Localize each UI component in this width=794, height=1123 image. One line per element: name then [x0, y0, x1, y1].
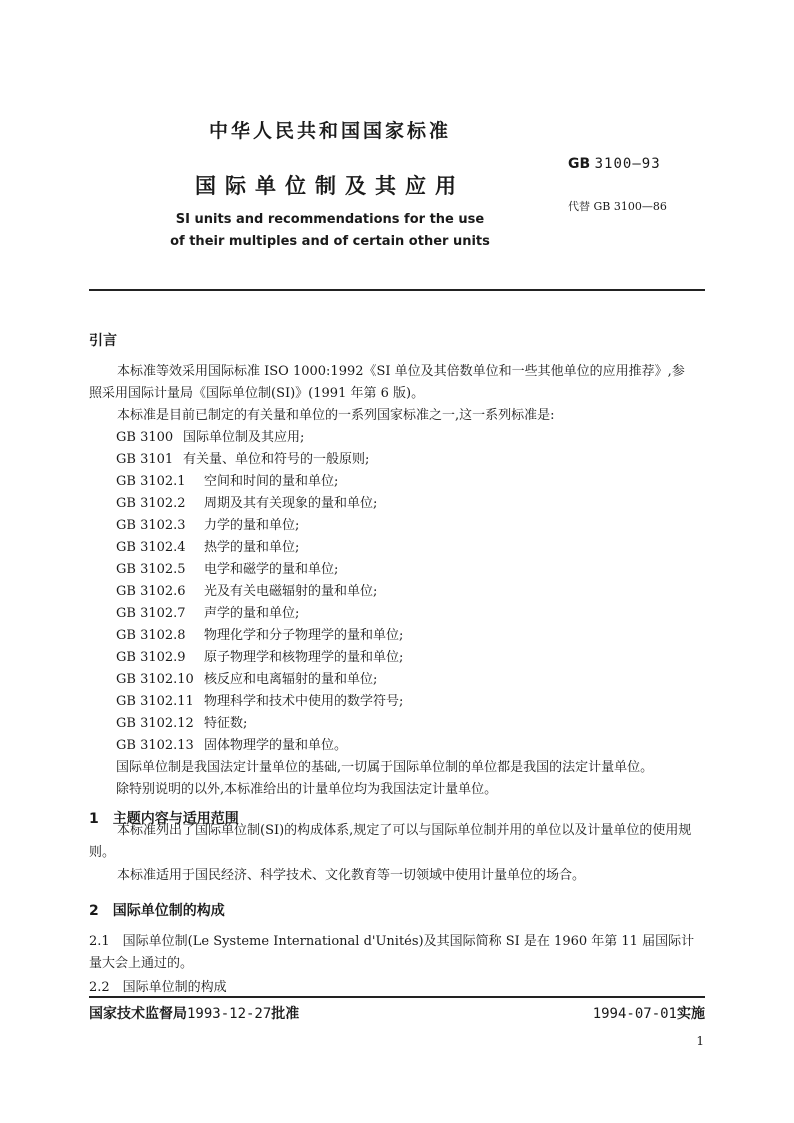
section-2-1-text: 2.1 国际单位制(Le Systeme International d'Unités)及其国际简称 SI 是在 1960 年第 11 届国际计量大会上通过的。	[89, 934, 695, 971]
footer-divider	[89, 996, 705, 998]
list-item	[116, 426, 304, 445]
standard-code: 3100—93	[594, 156, 661, 172]
list-item	[116, 536, 299, 555]
standard-code-cell: GB 3102.12	[116, 716, 194, 731]
standard-code-cell: GB 3102.13	[116, 738, 194, 753]
standard-title-cell: 光及有关电磁辐射的量和单位;	[204, 584, 378, 599]
list-item	[116, 470, 338, 489]
section-2-heading: 2 国际单位制的构成	[89, 903, 225, 919]
list-item	[116, 624, 403, 643]
standard-code-cell: GB 3102.8	[116, 628, 186, 643]
implementation-date: 1994-07-01	[592, 1006, 677, 1022]
standard-title-cell: 核反应和电离辐射的量和单位;	[204, 672, 378, 687]
standard-title-cell: 电学和磁学的量和单位;	[204, 562, 339, 577]
standard-title-cell: 周期及其有关现象的量和单位;	[204, 496, 378, 511]
page-number: 1	[696, 1034, 704, 1048]
approval-line	[89, 1003, 299, 1023]
standard-number	[568, 156, 661, 172]
intro-paragraph-1-line-1: 本标准等效采用国际标准 ISO 1000:1992《SI 单位及其倍数单位和一些其他单位的应用推荐》,参	[117, 364, 685, 379]
approver-name: 国家技术监督局	[89, 1006, 187, 1022]
intro-paragraph-3: 国际单位制是我国法定计量单位的基础,一切属于国际单位制的单位都是我国的法定计量单位。	[116, 760, 654, 775]
list-item	[116, 448, 369, 467]
page-title: 国际单位制及其应用	[195, 174, 465, 198]
list-item	[116, 558, 338, 577]
standard-title-cell: 特征数;	[204, 716, 248, 731]
list-item	[116, 712, 247, 731]
standard-title-cell: 国际单位制及其应用;	[183, 430, 305, 445]
standard-title-cell: 空间和时间的量和单位;	[204, 474, 339, 489]
standard-title-cell: 固体物理学的量和单位。	[204, 738, 348, 753]
intro-paragraph-2: 本标准是目前已制定的有关量和单位的一系列国家标准之一,这一系列标准是:	[117, 408, 555, 423]
list-item	[116, 492, 377, 511]
header-divider	[89, 289, 705, 291]
standard-title-cell: 力学的量和单位;	[204, 518, 300, 533]
english-title-line-2: of their multiples and of certain other units	[170, 234, 490, 249]
list-item	[116, 668, 377, 687]
intro-heading: 引言	[89, 333, 117, 349]
standard-prefix: GB	[568, 156, 591, 172]
implementation-label: 实施	[677, 1006, 705, 1022]
standard-code-cell: GB 3102.4	[116, 540, 186, 555]
replaces-standard: 代替 GB 3100—86	[568, 200, 667, 213]
standard-title-cell: 有关量、单位和符号的一般原则;	[183, 452, 370, 467]
standard-code-cell: GB 3102.9	[116, 650, 186, 665]
approve-label: 批准	[271, 1006, 300, 1022]
list-item	[116, 690, 403, 709]
standard-title-cell: 物理化学和分子物理学的量和单位;	[204, 628, 404, 643]
standard-code-cell: GB 3102.1	[116, 474, 186, 489]
intro-paragraph-4: 除特别说明的以外,本标准给出的计量单位均为我国法定计量单位。	[116, 782, 498, 797]
section-1-paragraph-1	[89, 820, 705, 864]
section-1-paragraph-1-text: 本标准列出了国际单位制(SI)的构成体系,规定了可以与国际单位制并用的单位以及计量单位的使用规则。	[89, 823, 692, 860]
list-item	[116, 734, 347, 753]
list-item	[116, 580, 377, 599]
standard-org-heading: 中华人民共和国国家标准	[208, 120, 451, 142]
approve-date: 1993-12-27	[187, 1006, 272, 1022]
standard-code-cell: GB 3100	[116, 430, 174, 445]
list-item	[116, 646, 403, 665]
intro-paragraph-1-line-2: 照采用国际计量局《国际单位制(SI)》(1991 年第 6 版)。	[89, 386, 425, 401]
standard-code-cell: GB 3101	[116, 452, 174, 467]
standard-code-cell: GB 3102.7	[116, 606, 186, 621]
standard-code-cell: GB 3102.5	[116, 562, 186, 577]
standard-title-cell: 声学的量和单位;	[204, 606, 300, 621]
standard-code-cell: GB 3102.10	[116, 672, 194, 687]
standard-code-cell: GB 3102.2	[116, 496, 186, 511]
standard-title-cell: 热学的量和单位;	[204, 540, 300, 555]
english-title-line-1: SI units and recommendations for the use	[175, 212, 485, 227]
standard-title-cell: 物理科学和技术中使用的数学符号;	[204, 694, 404, 709]
section-2-2: 2.2 国际单位制的构成	[89, 980, 227, 995]
section-1-heading: 1 主题内容与适用范围	[89, 811, 239, 827]
implementation-line	[593, 1003, 705, 1023]
standard-title-cell: 原子物理学和核物理学的量和单位;	[204, 650, 404, 665]
standard-code-cell: GB 3102.3	[116, 518, 186, 533]
list-item	[116, 602, 299, 621]
standard-code-cell: GB 3102.11	[116, 694, 194, 709]
section-2-1	[89, 931, 705, 975]
standard-code-cell: GB 3102.6	[116, 584, 186, 599]
list-item	[116, 514, 299, 533]
section-1-paragraph-2: 本标准适用于国民经济、科学技术、文化教育等一切领域中使用计量单位的场合。	[117, 868, 586, 883]
